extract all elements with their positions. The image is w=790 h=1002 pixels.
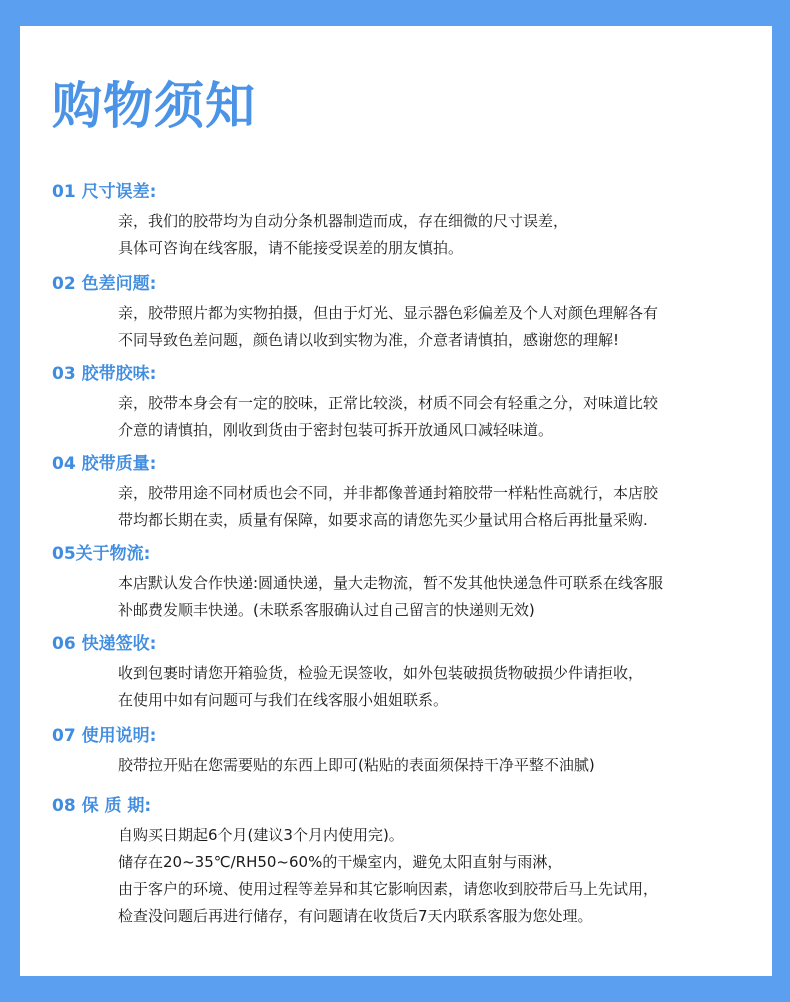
section-heading: 06 快递签收: <box>52 634 157 654</box>
section-logistics <box>52 542 752 624</box>
section-delivery-signing <box>52 632 752 714</box>
section-body <box>118 300 752 354</box>
section-heading: 01 尺寸误差: <box>52 182 157 202</box>
section-line: 胶带拉开贴在您需要贴的东西上即可(粘贴的表面须保持干净平整不油腻) <box>118 756 595 774</box>
section-line: 亲，胶带照片都为实物拍摄，但由于灯光、显示器色彩偏差及个人对颜色理解各有 <box>118 304 659 322</box>
section-line: 亲，胶带本身会有一定的胶味，正常比较淡，材质不同会有轻重之分，对味道比较 <box>118 394 659 412</box>
section-body <box>118 570 752 624</box>
section-body <box>118 480 752 534</box>
section-color-diff <box>52 272 752 354</box>
section-heading: 04 胶带质量: <box>52 454 157 474</box>
section-line: 亲，我们的胶带均为自动分条机器制造而成，存在细微的尺寸误差， <box>118 212 569 230</box>
section-heading: 08 保 质 期: <box>52 796 152 816</box>
section-body <box>118 752 752 779</box>
section-heading: 07 使用说明: <box>52 726 157 746</box>
section-body <box>118 660 752 714</box>
section-body <box>118 208 752 262</box>
section-heading: 05关于物流: <box>52 544 151 564</box>
section-line: 自购买日期起6个月(建议3个月内使用完)。 <box>118 826 404 844</box>
section-heading: 02 色差问题: <box>52 274 157 294</box>
section-body <box>118 822 752 930</box>
page-title: 购物须知 <box>52 77 256 135</box>
section-body <box>118 390 752 444</box>
section-heading: 03 胶带胶味: <box>52 364 157 384</box>
section-usage <box>52 724 752 779</box>
section-line: 收到包裹时请您开箱验货，检验无误签收，如外包装破损货物破损少件请拒收， <box>118 664 644 682</box>
section-line: 不同导致色差问题，颜色请以收到实物为准，介意者请慎拍，感谢您的理解! <box>118 331 620 349</box>
section-line: 本店默认发合作快递:圆通快递，量大走物流，暂不发其他快递急件可联系在线客服 <box>118 574 664 592</box>
section-shelf-life <box>52 794 752 930</box>
section-line: 介意的请慎拍，刚收到货由于密封包装可拆开放通风口减轻味道。 <box>118 421 554 439</box>
notice-card <box>20 26 772 976</box>
section-line: 检查没问题后再进行储存，有问题请在收货后7天内联系客服为您处理。 <box>118 907 593 925</box>
section-line: 补邮费发顺丰快递。(未联系客服确认过自己留言的快递则无效) <box>118 601 535 619</box>
section-line: 亲，胶带用途不同材质也会不同，并非都像普通封箱胶带一样粘性高就行，本店胶 <box>118 484 659 502</box>
section-line: 由于客户的环境、使用过程等差异和其它影响因素，请您收到胶带后马上先试用， <box>118 880 659 898</box>
section-tape-quality <box>52 452 752 534</box>
section-line: 带均都长期在卖，质量有保障，如要求高的请您先买少量试用合格后再批量采购. <box>118 511 648 529</box>
section-line: 储存在20~35℃/RH50~60%的干燥室内，避免太阳直射与雨淋， <box>118 853 563 871</box>
section-line: 具体可咨询在线客服，请不能接受误差的朋友慎拍。 <box>118 239 464 257</box>
section-line: 在使用中如有问题可与我们在线客服小姐姐联系。 <box>118 691 449 709</box>
section-size-error <box>52 180 752 262</box>
section-tape-odor <box>52 362 752 444</box>
